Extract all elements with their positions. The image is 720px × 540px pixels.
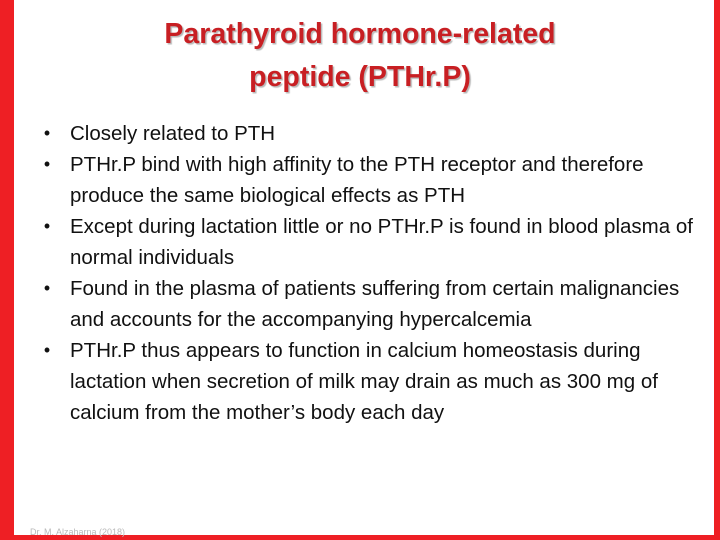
bullet-item	[24, 273, 700, 335]
slide-footer: Dr. M. Alzaharna (2018)	[30, 527, 126, 537]
title-line-2: peptide (PTHr.P)	[249, 61, 471, 93]
bullet-text: Closely related to PTH	[70, 122, 276, 145]
bullet-item	[24, 149, 700, 211]
bullet-item	[24, 211, 700, 273]
bullet-dot-icon: •	[43, 340, 51, 360]
slide-title	[40, 13, 680, 99]
bullet-dot-icon: •	[43, 154, 51, 174]
bullet-text: Found in the plasma of patients suffering from certain malignancies and accounts for the accompanying hypercalcemia	[70, 277, 680, 331]
bullet-dot-icon: •	[43, 278, 51, 298]
title-line-1: Parathyroid hormone-related	[164, 18, 556, 50]
bullet-item	[24, 118, 700, 149]
bullet-text: PTHr.P bind with high affinity to the PTH receptor and therefore produce the same biological effects as PTH	[70, 153, 644, 207]
slide-left-border	[0, 0, 14, 540]
bullet-text: Except during lactation little or no PTHr.P is found in blood plasma of normal individuals	[70, 215, 693, 269]
bullet-item	[24, 335, 700, 428]
bullet-text: PTHr.P thus appears to function in calcium homeostasis during lactation when secretion of milk may drain as much as 300 mg of calcium from the mother’s body each day	[70, 339, 658, 424]
slide-right-border	[714, 0, 720, 540]
bullet-dot-icon: •	[43, 123, 51, 143]
bullet-dot-icon: •	[43, 216, 51, 236]
bullet-list	[24, 118, 700, 428]
